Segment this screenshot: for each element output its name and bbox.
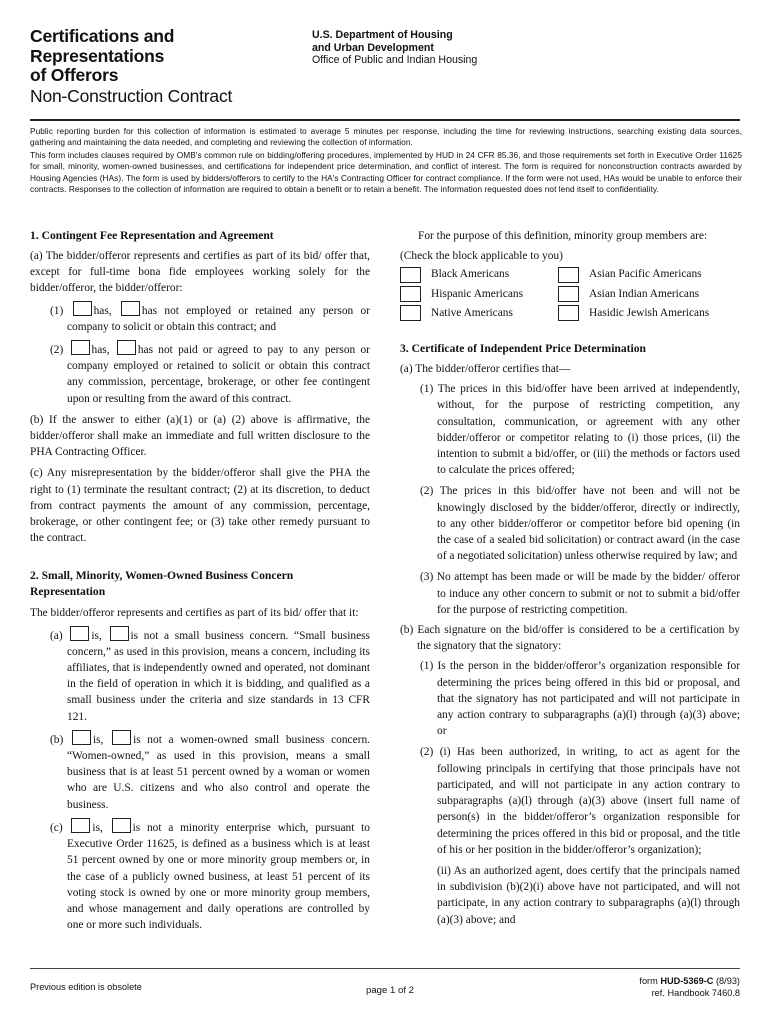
s3-item-b2i: (2) (i) Has been authorized, in writing, to act as agent for the following principals in certifying that those principals have not participated, and will not participate in any action contrary to subparagraphs (a)(l) through (a)(3) above (insert full name of person(s) in the bidder/offeror’s organization responsible for determining the prices offered in this bid or proposal, and the title of his or her position in the bidder/offeror’s organization); xyxy=(420,746,740,856)
form-number xyxy=(560,976,740,988)
item-label: (2) xyxy=(50,344,64,357)
option-label: Asian Indian Americans xyxy=(589,287,700,300)
is-checkbox[interactable] xyxy=(72,730,91,745)
has-checkbox[interactable] xyxy=(71,340,90,355)
is-not-checkbox[interactable] xyxy=(112,730,131,745)
checkbox-label: has, xyxy=(93,304,112,317)
form-purpose-statement: This form includes clauses required by OMB's common rule on bidding/offering procedures, implemented by HUD in 24 CFR 85.36, and those requirements set forth in Executive Order 11625 for small, minority, women-owned businesses, and certifications for independent price determination, and conflict of interest. The form is required for nonconstruction contracts awarded by Housing Agencies (HAs). The form is used by bidders/offerors to certify to the HA's Contracting Officer for contract compliance. If the form were not used, HAs would be unable to enforce their contracts. Responses to the collection of information are required to obtain a benefit or to retain a benefit. The information requested does not lend itself to confidentiality. xyxy=(30,149,742,195)
item-text: is not a women-owned small business concern. “Women-owned,” as used in this provision, means a small business that is at least 51 percent owned by a woman or women who are U.S. citizens and who also control and operate the business. xyxy=(67,733,370,811)
option-label: Hispanic Americans xyxy=(431,287,524,300)
form-title-line: Certifications and xyxy=(30,26,175,46)
is-checkbox[interactable] xyxy=(71,818,90,833)
checkbox-label: is, xyxy=(92,733,104,746)
checkbox-label: has, xyxy=(91,344,110,357)
option-label: Native Americans xyxy=(431,306,513,319)
item-text: is not a small business concern. “Small business concern,” as used in this provision, means a concern, including its affiliates, that is independently owned and operated, not dominant in the field of operation in which it is bidding, and qualified as a small business under the criteria and size standards in 13 CFR 121. xyxy=(67,629,370,723)
agency-block xyxy=(312,29,477,67)
option-checkbox[interactable] xyxy=(558,267,579,283)
minority-option[interactable] xyxy=(558,266,738,282)
item-text: has not employed or retained any person or company to solicit or obtain this contract; and xyxy=(67,304,370,333)
s2-item-c xyxy=(30,818,370,933)
item-text: has not paid or agreed to pay to any person or company employed or retained to solicit or obtain this contract any commission, percentage, brokerage, or other fee contingent upon or resulting from the award of this contract. xyxy=(67,344,370,405)
s3-paragraph-a: (a) The bidder/offeror certifies that— xyxy=(400,363,571,376)
s1-item-a2 xyxy=(30,340,370,407)
form-prefix: form xyxy=(639,976,661,986)
s3-item-a2: (2) The prices in this bid/offer have not been and will not be knowingly disclosed by the bidder/offeror, directly or indirectly, to any other bidder/offeror or competitor before bid opening (in the case of a sealed bid solicitation) or contract award (in the case of a negotiated solicitation) unless otherwise required by law; and xyxy=(420,485,740,563)
edition-note: Previous edition is obsolete xyxy=(30,982,142,992)
minority-options xyxy=(400,266,740,321)
s3-item-b2ii: (ii) As an authorized agent, does certify that the principals named in subdivision (b)(2)(i) above have not participated, and will not participate, in any action contrary to subparagraphs (a)(l) through (a)(3) above; and xyxy=(437,864,740,926)
s2-intro: The bidder/offeror represents and certifies as part of its bid/ offer that it: xyxy=(30,607,359,620)
intro-notice xyxy=(30,126,742,196)
minority-option[interactable] xyxy=(400,305,558,321)
s1-paragraph-a: (a) The bidder/offeror represents and certifies as part of its bid/ offer that, except for full-time bona fide employees working solely for the bidder/offeror, the bidder/offeror: xyxy=(30,250,370,295)
option-label: Asian Pacific Americans xyxy=(589,268,702,281)
option-label: Black Americans xyxy=(431,268,510,281)
section-2-heading: 2. Small, Minority, Women-Owned Business Concern Representation xyxy=(30,569,294,599)
option-checkbox[interactable] xyxy=(558,305,579,321)
is-not-checkbox[interactable] xyxy=(110,626,129,641)
option-checkbox[interactable] xyxy=(400,267,421,283)
checkbox-label: is, xyxy=(92,821,103,834)
section-1-heading: 1. Contingent Fee Representation and Agreement xyxy=(30,229,274,242)
s3-paragraph-b: (b) Each signature on the bid/offer is considered to be a certification by the signatory that the signatory: xyxy=(400,624,740,653)
has-checkbox[interactable] xyxy=(73,301,92,316)
page-number: page 1 of 2 xyxy=(366,985,415,996)
s1-paragraph-c: (c) Any misrepresentation by the bidder/offeror shall give the PHA the right to (1) terminate the resultant contract; (2) at its discretion, to deduct from contract payments the amount of any commission, percentage, brokerage, or other contingent fee; or (3) take other remedy pursuant to the contract. xyxy=(30,467,370,545)
form-title-line: Representations xyxy=(30,45,165,66)
option-checkbox[interactable] xyxy=(558,286,579,302)
is-checkbox[interactable] xyxy=(70,626,89,641)
minority-lead: For the purpose of this definition, minority group members are: xyxy=(418,230,708,242)
form-title xyxy=(30,27,174,86)
agency-name: U.S. Department of Housing xyxy=(312,29,453,41)
item-label: (b) xyxy=(50,733,64,746)
item-text: is not a minority enterprise which, pursuant to Executive Order 11625, is defined as a business which is at least 51 percent owned by one or more minority group members or, in the case of a publicly owned business, at least 51 percent of its voting stock is owned by one or more minority group members, and whose management and daily operations are controlled by one or more such individuals. xyxy=(67,821,370,932)
s3-item-a3: (3) No attempt has been made or will be made by the bidder/ offeror to induce any other concern to submit or not to submit a bid/offer for the purpose of restricting competition. xyxy=(420,571,740,616)
is-not-checkbox[interactable] xyxy=(112,818,131,833)
s3-item-b1: (1) Is the person in the bidder/offeror’s organization responsible for determining the prices being offered in this bid or proposal, and that the signatory has not participated and will not participate in any action contrary to subparagraphs (a)(l) through (a)(3) above; or xyxy=(420,660,740,738)
section-3-heading: 3. Certificate of Independent Price Determination xyxy=(400,342,646,356)
has-not-checkbox[interactable] xyxy=(117,340,136,355)
s1-item-a1 xyxy=(30,301,370,335)
burden-statement: Public reporting burden for this collection of information is estimated to average 5 minutes per response, including the time for reviewing instructions, searching existing data sources, gathering and maintaining the data needed, and completing and reviewing the collection of information. xyxy=(30,126,742,148)
minority-option[interactable] xyxy=(558,305,738,321)
minority-option[interactable] xyxy=(400,266,558,282)
handbook-reference: ref. Handbook 7460.8 xyxy=(651,987,740,998)
item-label: (a) xyxy=(50,629,63,642)
s1-paragraph-b: (b) If the answer to either (a)(1) or (a) (2) above is affirmative, the bidder/offeror shall make an immediate and full written disclosure to the PHA Contracting Officer. xyxy=(30,413,370,459)
form-date: (8/93) xyxy=(713,976,740,986)
has-not-checkbox[interactable] xyxy=(121,301,140,316)
form-reference xyxy=(560,976,740,999)
right-column xyxy=(400,228,740,928)
option-checkbox[interactable] xyxy=(400,286,421,302)
form-subtitle: Non-Construction Contract xyxy=(30,86,233,106)
footer-divider xyxy=(30,968,740,969)
left-column xyxy=(30,228,370,933)
option-label: Hasidic Jewish Americans xyxy=(589,306,710,319)
form-id: HUD-5369-C xyxy=(660,976,714,986)
header-divider xyxy=(30,119,740,121)
s2-item-b xyxy=(30,730,370,813)
item-label: (1) xyxy=(50,304,64,317)
minority-option[interactable] xyxy=(400,286,558,302)
agency-name-2: and Urban Development xyxy=(312,41,434,54)
minority-option[interactable] xyxy=(558,286,738,302)
form-title-line: of Offerors xyxy=(30,65,119,85)
minority-instruction: (Check the block applicable to you) xyxy=(400,250,563,263)
agency-office: Office of Public and Indian Housing xyxy=(312,54,478,66)
item-label: (c) xyxy=(50,821,63,834)
s3-item-a1: (1) The prices in this bid/offer have been arrived at independently, without, for the purpose of restricting competition, any consultation, communication, or agreement with any other bidder/offeror or competitor relating to (i) those prices, (ii) the intention to submit a bid/offer, or (iii) the methods or factors used to calculate the prices offered; xyxy=(420,383,740,477)
option-checkbox[interactable] xyxy=(400,305,421,321)
checkbox-label: is, xyxy=(91,629,102,642)
s2-item-a xyxy=(30,626,370,725)
